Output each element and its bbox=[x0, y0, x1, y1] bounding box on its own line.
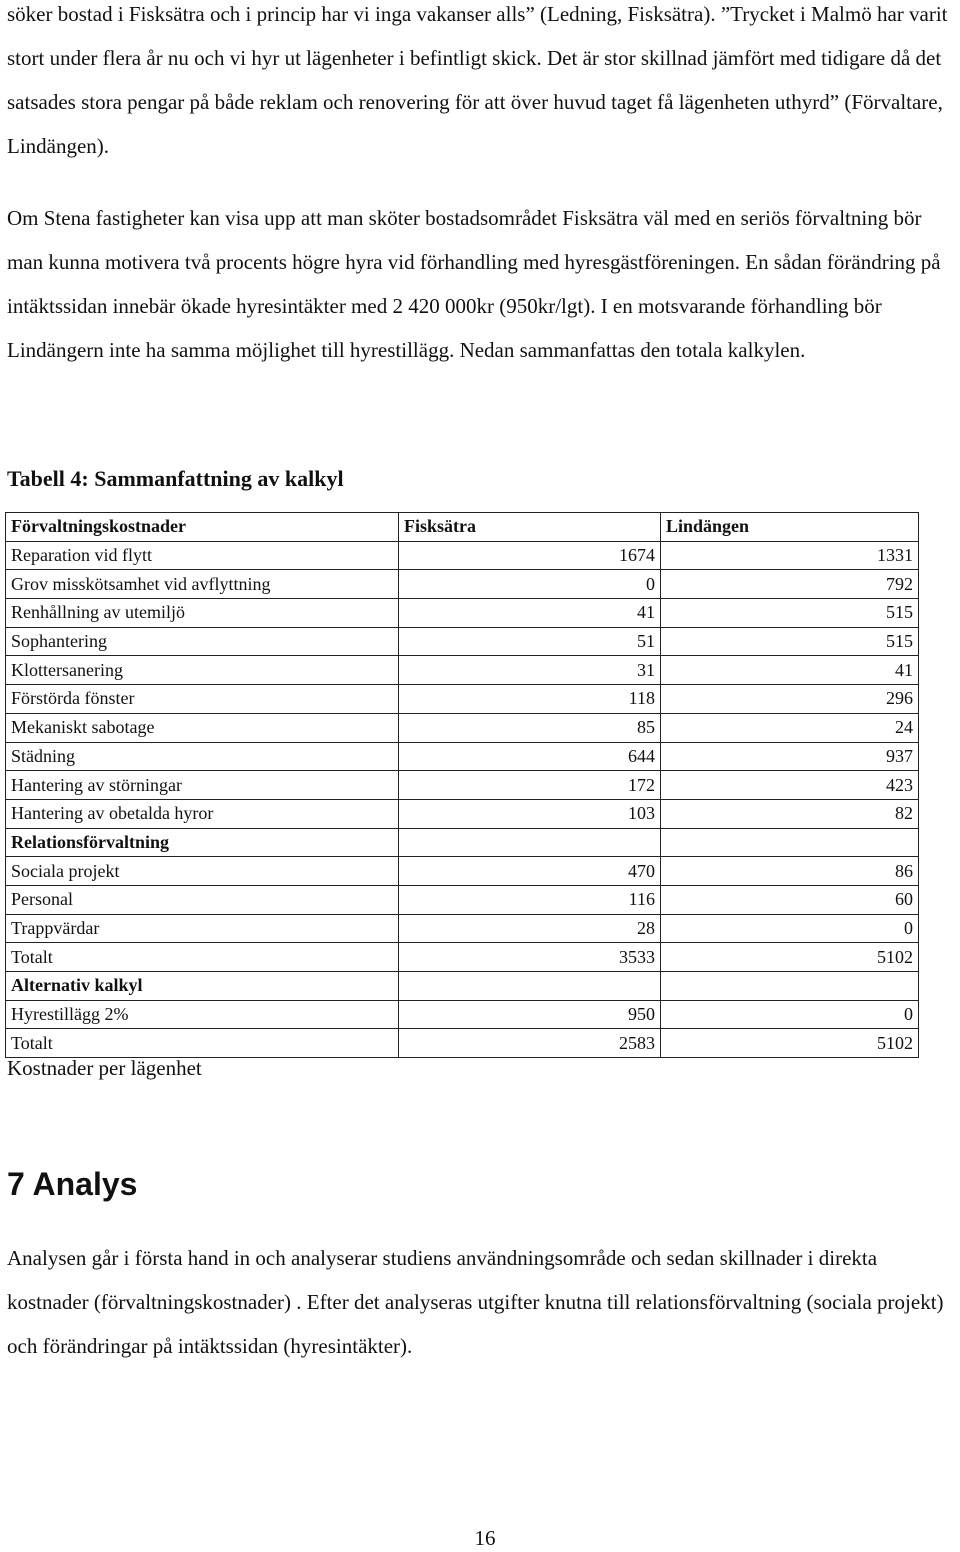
row-label: Mekaniskt sabotage bbox=[6, 713, 399, 742]
cell-lindangen: 423 bbox=[661, 771, 919, 800]
header-cost-category: Förvaltningskostnader bbox=[6, 513, 399, 542]
row-label: Hyrestillägg 2% bbox=[6, 1000, 399, 1029]
cell-fisksatra: 31 bbox=[399, 656, 661, 685]
table-header-row bbox=[6, 513, 919, 542]
cell-fisksatra: 470 bbox=[399, 857, 661, 886]
table-row bbox=[6, 885, 919, 914]
cell-lindangen bbox=[661, 972, 919, 1001]
table-row bbox=[6, 627, 919, 656]
cell-fisksatra: 103 bbox=[399, 799, 661, 828]
page-number: 16 bbox=[474, 1526, 496, 1550]
cell-lindangen: 515 bbox=[661, 627, 919, 656]
table-row bbox=[6, 799, 919, 828]
row-label: Förstörda fönster bbox=[6, 685, 399, 714]
header-lindangen: Lindängen bbox=[661, 513, 919, 542]
table-body bbox=[6, 541, 919, 1057]
cell-fisksatra: 51 bbox=[399, 627, 661, 656]
cell-fisksatra: 85 bbox=[399, 713, 661, 742]
table-row bbox=[6, 943, 919, 972]
row-label: Sophantering bbox=[6, 627, 399, 656]
cell-fisksatra bbox=[399, 828, 661, 857]
row-label: Reparation vid flytt bbox=[6, 541, 399, 570]
cell-fisksatra: 3533 bbox=[399, 943, 661, 972]
cell-fisksatra: 2583 bbox=[399, 1029, 661, 1058]
cell-lindangen: 937 bbox=[661, 742, 919, 771]
row-label: Hantering av störningar bbox=[6, 771, 399, 800]
paragraph-analysis: Analysen går i första hand in och analyserar studiens användningsområde och sedan skillnader i direkta kostnader (förvaltningskostnader) . Efter det analyseras utgifter knutna till relationsförvaltning (sociala projekt) och förändringar på intäktssidan (hyresintäkter). bbox=[7, 1246, 944, 1358]
row-label: Städning bbox=[6, 742, 399, 771]
cell-lindangen: 60 bbox=[661, 885, 919, 914]
table-row bbox=[6, 914, 919, 943]
row-label: Hantering av obetalda hyror bbox=[6, 799, 399, 828]
cell-fisksatra: 172 bbox=[399, 771, 661, 800]
cell-lindangen: 5102 bbox=[661, 943, 919, 972]
table-row bbox=[6, 1000, 919, 1029]
table-note: Kostnader per lägenhet bbox=[7, 1056, 202, 1080]
table-row bbox=[6, 713, 919, 742]
row-label: Relationsförvaltning bbox=[6, 828, 399, 857]
cell-fisksatra: 116 bbox=[399, 885, 661, 914]
paragraph-intro-quote: söker bostad i Fisksätra och i princip har vi inga vakanser alls” (Ledning, Fisksätra). ”Trycket i Malmö har varit stort under flera år nu och vi hyr ut lägenheter i befintligt skick. Det är stor skillnad jämfört med tidigare då det satsades stora pengar på både reklam och renovering för att över huvud taget få lägenheten uthyrd” (Förvaltare, Lindängen). bbox=[7, 2, 948, 158]
row-label: Totalt bbox=[6, 1029, 399, 1058]
summary-table bbox=[5, 512, 919, 1058]
cell-fisksatra: 118 bbox=[399, 685, 661, 714]
table-row bbox=[6, 857, 919, 886]
cell-lindangen: 1331 bbox=[661, 541, 919, 570]
header-fisksatra: Fisksätra bbox=[399, 513, 661, 542]
row-label: Renhållning av utemiljö bbox=[6, 599, 399, 628]
cell-lindangen: 0 bbox=[661, 914, 919, 943]
cell-lindangen: 5102 bbox=[661, 1029, 919, 1058]
table-row bbox=[6, 685, 919, 714]
cell-fisksatra: 28 bbox=[399, 914, 661, 943]
table-row bbox=[6, 742, 919, 771]
cell-lindangen: 792 bbox=[661, 570, 919, 599]
cell-lindangen: 41 bbox=[661, 656, 919, 685]
cell-lindangen: 24 bbox=[661, 713, 919, 742]
cell-fisksatra: 0 bbox=[399, 570, 661, 599]
row-label: Personal bbox=[6, 885, 399, 914]
cell-fisksatra: 644 bbox=[399, 742, 661, 771]
table-row bbox=[6, 570, 919, 599]
row-label: Totalt bbox=[6, 943, 399, 972]
cell-lindangen: 296 bbox=[661, 685, 919, 714]
cell-lindangen bbox=[661, 828, 919, 857]
paragraph-rent-argument: Om Stena fastigheter kan visa upp att man sköter bostadsområdet Fisksätra väl med en seriös förvaltning bör man kunna motivera två procents högre hyra vid förhandling med hyresgästföreningen. En sådan förändring på intäktssidan innebär ökade hyresintäkter med 2 420 000kr (950kr/lgt). I en motsvarande förhandling bör Lindängern inte ha samma möjlighet till hyrestillägg. Nedan sammanfattas den totala kalkylen. bbox=[7, 206, 941, 362]
cell-lindangen: 515 bbox=[661, 599, 919, 628]
cell-fisksatra: 950 bbox=[399, 1000, 661, 1029]
cell-lindangen: 86 bbox=[661, 857, 919, 886]
row-label: Sociala projekt bbox=[6, 857, 399, 886]
row-label: Grov misskötsamhet vid avflyttning bbox=[6, 570, 399, 599]
table-row bbox=[6, 541, 919, 570]
cell-fisksatra bbox=[399, 972, 661, 1001]
table-row bbox=[6, 771, 919, 800]
row-label: Klottersanering bbox=[6, 656, 399, 685]
section-heading: 7 Analys bbox=[7, 1166, 138, 1202]
table-row bbox=[6, 599, 919, 628]
cell-lindangen: 0 bbox=[661, 1000, 919, 1029]
table-row bbox=[6, 656, 919, 685]
cell-lindangen: 82 bbox=[661, 799, 919, 828]
row-label: Alternativ kalkyl bbox=[6, 972, 399, 1001]
cell-fisksatra: 41 bbox=[399, 599, 661, 628]
table-row bbox=[6, 828, 919, 857]
row-label: Trappvärdar bbox=[6, 914, 399, 943]
table-row bbox=[6, 1029, 919, 1058]
table-row bbox=[6, 972, 919, 1001]
table-caption: Tabell 4: Sammanfattning av kalkyl bbox=[7, 466, 344, 491]
cell-fisksatra: 1674 bbox=[399, 541, 661, 570]
